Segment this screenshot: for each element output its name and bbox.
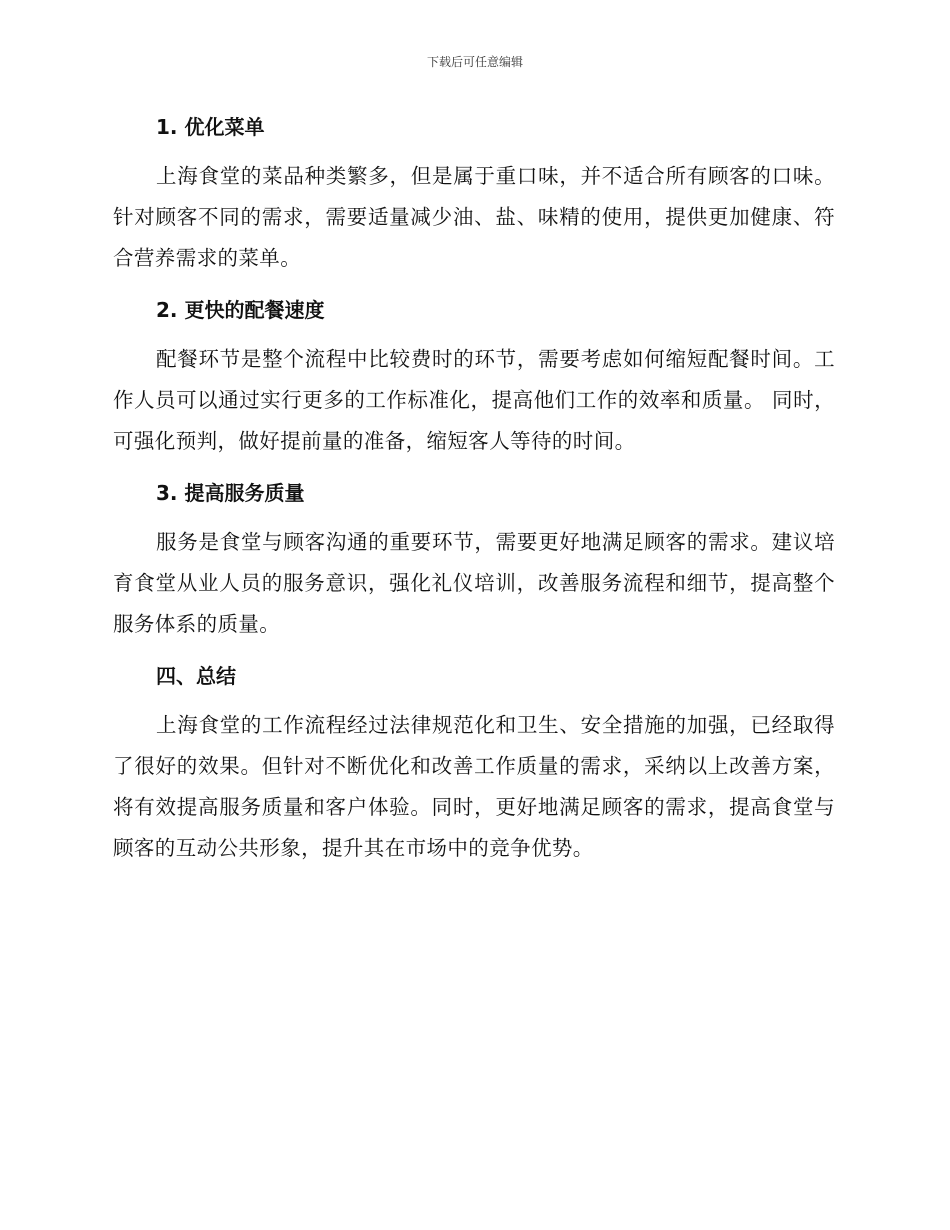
section-paragraph-summary: 上海食堂的工作流程经过法律规范化和卫生、安全措施的加强，已经取得了很好的效果。但针对不断优化和改善工作质量的需求，采纳以上改善方案，将有效提高服务质量和客户体验。同时，更好地满足顾客的需求，提高食堂与顾客的互动公共形象，提升其在市场中的竞争优势。 [113, 713, 835, 860]
section-heading-service-quality: 3. 提高服务质量 [156, 481, 305, 505]
section-paragraph-optimize-menu: 上海食堂的菜品种类繁多，但是属于重口味，并不适合所有顾客的口味。针对顾客不同的需求，需要适量减少油、盐、味精的使用，提供更加健康、符合营养需求的菜单。 [113, 164, 835, 270]
section-paragraph-service-quality: 服务是食堂与顾客沟通的重要环节，需要更好地满足顾客的需求。建议培育食堂从业人员的服务意识，强化礼仪培训，改善服务流程和细节，提高整个服务体系的质量。 [113, 530, 835, 636]
section-heading-summary: 四、总结 [156, 664, 236, 688]
section-paragraph-faster-serving: 配餐环节是整个流程中比较费时的环节，需要考虑如何缩短配餐时间。工作人员可以通过实行更多的工作标准化，提高他们工作的效率和质量。 同时，可强化预判，做好提前量的准备，缩短客人等待的时间。 [113, 347, 835, 453]
document-body [113, 110, 835, 883]
section-heading-optimize-menu: 1. 优化菜单 [156, 115, 265, 139]
page-header: 下载后可任意编辑 [426, 55, 523, 69]
section-heading-faster-serving: 2. 更快的配餐速度 [156, 298, 325, 322]
